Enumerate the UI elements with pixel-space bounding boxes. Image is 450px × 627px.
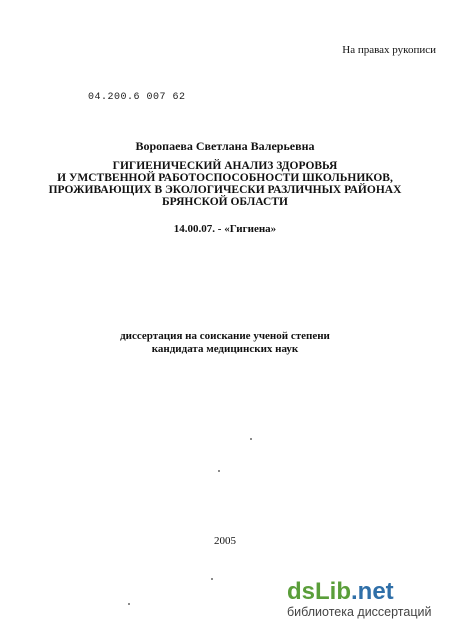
specialty-code: 14.00.07. - «Гигиена» (173, 223, 277, 235)
scan-speck (250, 438, 252, 440)
title-line: ПРОЖИВАЮЩИХ В ЭКОЛОГИЧЕСКИ РАЗЛИЧНЫХ РАЙОНАХ (48, 184, 402, 196)
logo-prefix: dsLib (287, 578, 351, 605)
registration-stamp: 04.200.6 007 62 (88, 92, 186, 103)
dissertation-title (0, 160, 450, 208)
scan-speck (218, 470, 220, 472)
title-line: ГИГИЕНИЧЕСКИЙ АНАЛИЗ ЗДОРОВЬЯ (112, 160, 338, 172)
degree-description (0, 330, 450, 356)
title-line: БРЯНСКОЙ ОБЛАСТИ (162, 196, 288, 208)
author-name: Воропаева Светлана Валерьевна (135, 139, 315, 153)
manuscript-note: На правах рукописи (342, 44, 436, 56)
dslib-logo[interactable] (287, 579, 442, 605)
watermark-subtitle: библиотека диссертаций (287, 605, 432, 619)
degree-line: диссертация на соискание ученой степени (120, 330, 330, 342)
degree-line: кандидата медицинских наук (151, 343, 299, 355)
scan-speck (211, 578, 213, 580)
dslib-watermark[interactable] (287, 579, 442, 619)
logo-suffix: .net (351, 578, 394, 605)
title-line: И УМСТВЕННОЙ РАБОТОСПОСОБНОСТИ ШКОЛЬНИКОВ, (57, 172, 393, 184)
scan-speck (128, 603, 130, 605)
year: 2005 (214, 535, 236, 547)
